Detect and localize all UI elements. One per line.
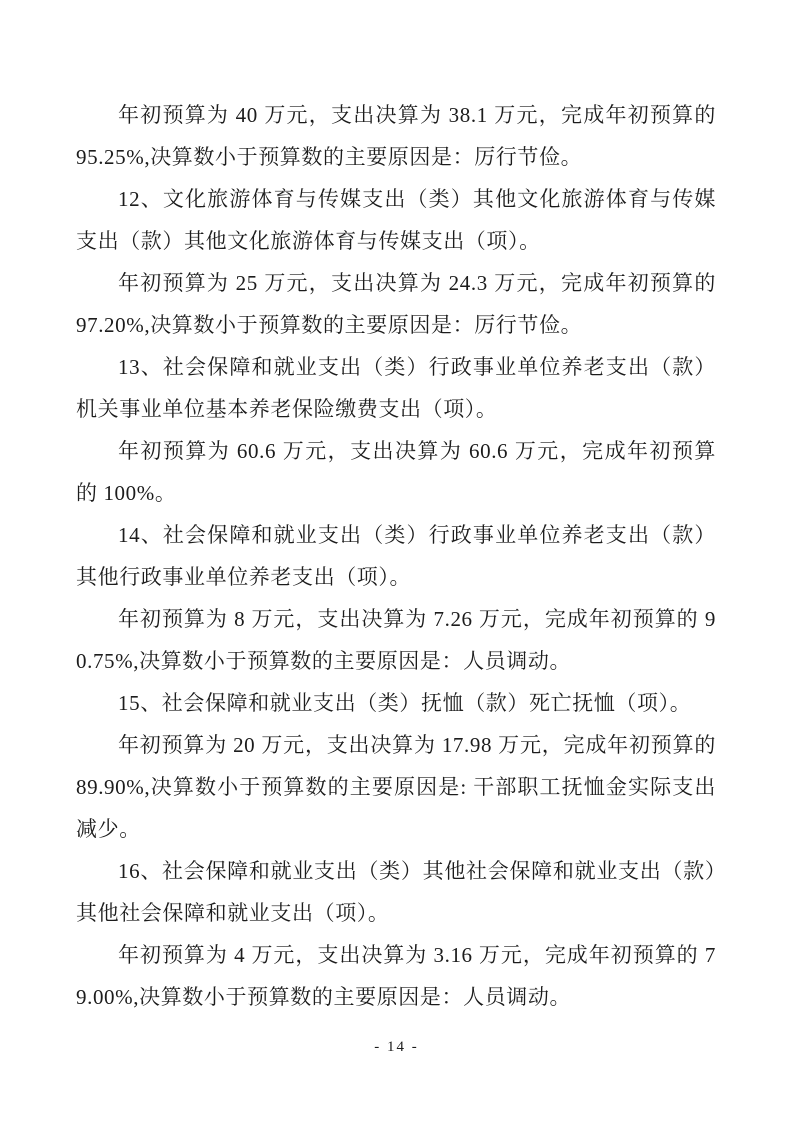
paragraph: 16、社会保障和就业支出（类）其他社会保障和就业支出（款）其他社会保障和就业支出（项）。 (76, 859, 716, 925)
paragraph: 13、社会保障和就业支出（类）行政事业单位养老支出（款）机关事业单位基本养老保险缴费支出（项）。 (76, 355, 716, 421)
page-number: - 14 - (374, 1039, 419, 1055)
paragraph: 年初预算为 20 万元，支出决算为 17.98 万元，完成年初预算的 89.90%,决算数小于预算数的主要原因是: 干部职工抚恤金实际支出减少。 (76, 733, 716, 841)
document-body (76, 94, 716, 1018)
paragraph: 年初预算为 40 万元，支出决算为 38.1 万元，完成年初预算的 95.25%,决算数小于预算数的主要原因是：厉行节俭。 (76, 103, 716, 169)
paragraph: 14、社会保障和就业支出（类）行政事业单位养老支出（款）其他行政事业单位养老支出（项）。 (76, 523, 716, 589)
paragraph: 年初预算为 25 万元，支出决算为 24.3 万元，完成年初预算的 97.20%,决算数小于预算数的主要原因是：厉行节俭。 (76, 271, 716, 337)
paragraph: 年初预算为 8 万元，支出决算为 7.26 万元，完成年初预算的 90.75%,决算数小于预算数的主要原因是：人员调动。 (76, 607, 716, 673)
paragraph: 15、社会保障和就业支出（类）抚恤（款）死亡抚恤（项）。 (118, 691, 692, 715)
paragraph: 年初预算为 4 万元，支出决算为 3.16 万元，完成年初预算的 79.00%,决算数小于预算数的主要原因是：人员调动。 (76, 943, 716, 1009)
paragraph: 年初预算为 60.6 万元，支出决算为 60.6 万元，完成年初预算的 100%。 (76, 439, 716, 505)
paragraph: 12、文化旅游体育与传媒支出（类）其他文化旅游体育与传媒支出（款）其他文化旅游体育与传媒支出（项）。 (76, 187, 716, 253)
